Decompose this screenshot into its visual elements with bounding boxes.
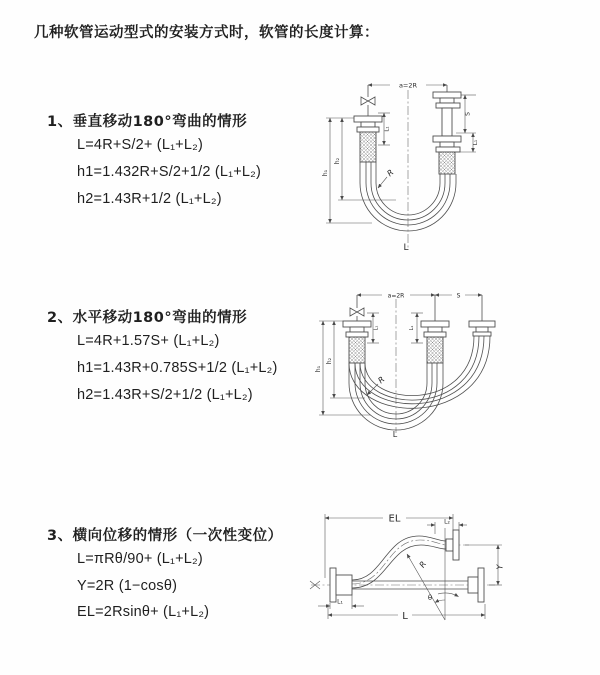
dim-label-r: R [417,559,429,570]
section-1-formula-L: L=4R+S/2+ (L₁+L₂) [77,137,203,153]
dim-label-l1-mid: L₁ [409,325,415,331]
reference-lines [407,514,459,620]
dim-label-r: R [385,167,396,179]
braided-hose-section [427,337,443,363]
section-3-formula-Y: Y=2R (1−cosθ) [77,578,178,594]
dim-label-y: Y [495,564,505,570]
dim-label-l1-left: L₁ [373,325,380,331]
dim-label-h1: h₁ [322,169,329,177]
dim-label-l1-right: L₁ [473,139,479,146]
section-1-heading: 1、垂直移动180°弯曲的情形 [47,114,248,130]
section-1-formula-h2: h2=1.43R+1/2 (L₁+L₂) [77,191,222,207]
dimensions [318,514,505,623]
section-3-formula-L: L=πRθ/90+ (L₁+L₂) [77,551,203,567]
left-flange-fitting [354,116,382,162]
dim-label-h2: h₂ [334,157,341,165]
section-2-formula-h2: h2=1.43R+S/2+1/2 (L₁+L₂) [77,387,253,403]
right-flange-fitting [433,85,461,174]
middle-flange-fitting [421,295,449,363]
dim-label-l: L [392,430,398,439]
dimensions [315,293,482,440]
braided-hose-section [360,132,376,162]
dim-label-el: EL [388,513,401,525]
dim-label-span: a=2R [387,292,405,300]
braided-hose-section [439,152,455,174]
diagram-vertical-180-bend [308,68,568,263]
left-flange-fitting [343,321,371,363]
section-2-heading: 2、水平移动180°弯曲的情形 [47,310,248,326]
right-flange-fitting [469,295,495,336]
right-flange-fitting [468,568,484,602]
diagram-lateral-displacement [303,498,598,653]
dim-label-l1-left: L₁ [384,126,391,132]
page-title: 几种软管运动型式的安装方式时，软管的长度计算： [34,25,379,41]
dim-label-span: a=2R [398,81,418,90]
dim-label-l2: L₂ [444,518,450,526]
dim-label-theta: θ [427,594,433,602]
dim-label-l: L [402,611,408,622]
section-2-formula-L: L=4R+1.57S+ (L₁+L₂) [77,333,220,349]
section-3-formula-EL: EL=2Rsinθ+ (L₁+L₂) [77,604,210,620]
valve-icon [361,85,375,116]
dim-label-s: S [456,292,461,300]
dim-label-r: R [376,374,387,386]
dim-label-s: S [464,112,472,116]
dim-label-l1: L₁ [337,598,343,606]
hose-displaced-position [352,536,446,588]
valve-icon [350,295,364,321]
dim-label-h1: h₁ [315,365,322,373]
braided-hose-section [349,337,365,363]
diagram-horizontal-180-bend [303,283,583,448]
section-3-heading: 3、横向位移的情形（一次性变位） [47,528,283,544]
section-1-formula-h1: h1=1.432R+S/2+1/2 (L₁+L₂) [77,164,262,180]
section-2-formula-h1: h1=1.43R+0.785S+1/2 (L₁+L₂) [77,360,278,376]
hose-bend-position-2 [349,336,490,408]
upper-flange-fitting [446,530,459,560]
dim-label-h2: h₂ [326,357,333,365]
dim-label-l: L [403,243,409,253]
left-flange-fitting [330,568,352,602]
